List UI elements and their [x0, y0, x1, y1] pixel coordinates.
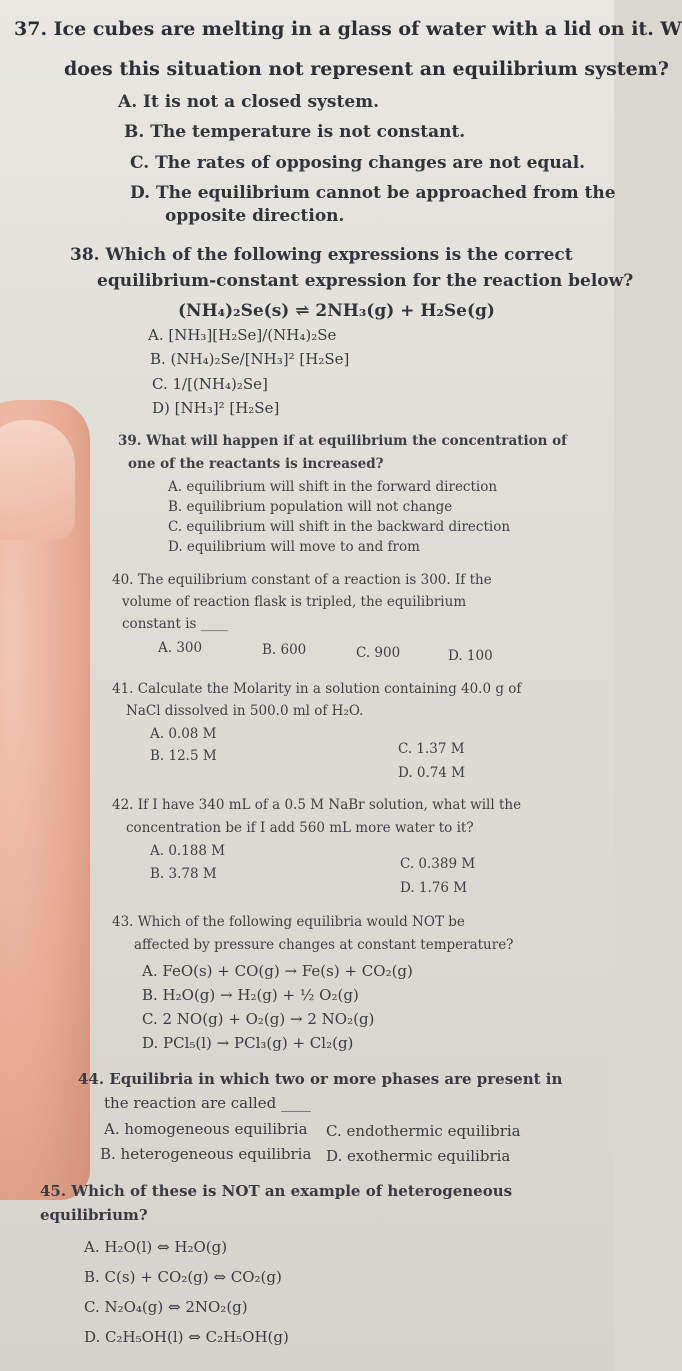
- q44-stem-1: 44. Equilibria in which two or more phases are present in: [78, 1070, 563, 1088]
- q42-stem-1: 42. If I have 340 mL of a 0.5 M NaBr solution, what will the: [112, 797, 522, 813]
- q45-stem-2: equilibrium?: [40, 1206, 148, 1224]
- q38-option-b: B. (NH₄)₂Se/[NH₃]² [H₂Se]: [150, 350, 350, 368]
- q38-option-c: C. 1/[(NH₄)₂Se]: [152, 375, 268, 393]
- q39-stem-1: 39. What will happen if at equilibrium the concentration of: [118, 433, 567, 449]
- q39-option-a: A. equilibrium will shift in the forward direction: [168, 479, 498, 495]
- q38-stem-1: 38. Which of the following expressions is the correct: [70, 245, 573, 265]
- q41-stem-2: NaCl dissolved in 500.0 ml of H₂O.: [126, 703, 364, 719]
- q40-stem-3: constant is ____: [122, 616, 228, 632]
- q41-option-a: A. 0.08 M: [150, 726, 217, 742]
- q43-option-c: C. 2 NO(g) + O₂(g) → 2 NO₂(g): [142, 1010, 375, 1028]
- q38-stem-2: equilibrium-constant expression for the reaction below?: [97, 271, 634, 291]
- q38-option-a: A. [NH₃][H₂Se]/(NH₄)₂Se: [148, 326, 337, 344]
- q37-option-d-2: opposite direction.: [165, 206, 345, 226]
- q45-option-a: A. H₂O(l) ⇔ H₂O(g): [84, 1238, 228, 1256]
- q41-option-d: D. 0.74 M: [398, 765, 466, 781]
- q40-option-c: C. 900: [356, 645, 401, 661]
- q39-option-b: B. equilibrium population will not change: [168, 499, 453, 515]
- q37-option-b: B. The temperature is not constant.: [124, 122, 466, 142]
- thumb-nail: [0, 420, 75, 540]
- q45-option-c: C. N₂O₄(g) ⇔ 2NO₂(g): [84, 1298, 248, 1316]
- q40-option-a: A. 300: [158, 640, 203, 656]
- q45-option-b: B. C(s) + CO₂(g) ⇔ CO₂(g): [84, 1268, 282, 1286]
- q44-option-c: C. endothermic equilibria: [326, 1122, 521, 1140]
- q38-reaction: (NH₄)₂Se(s) ⇌ 2NH₃(g) + H₂Se(g): [178, 301, 495, 321]
- q40-stem-1: 40. The equilibrium constant of a reaction is 300. If the: [112, 572, 492, 588]
- q45-option-d: D. C₂H₅OH(l) ⇔ C₂H₅OH(g): [84, 1328, 289, 1346]
- q37-option-d-1: D. The equilibrium cannot be approached from the: [130, 183, 616, 203]
- q41-stem-1: 41. Calculate the Molarity in a solution containing 40.0 g of: [112, 681, 522, 697]
- q44-option-d: D. exothermic equilibria: [326, 1147, 511, 1165]
- q38-option-d: D) [NH₃]² [H₂Se]: [152, 399, 280, 417]
- q42-option-a: A. 0.188 M: [150, 843, 226, 859]
- q43-option-d: D. PCl₅(l) → PCl₃(g) + Cl₂(g): [142, 1034, 354, 1052]
- q39-stem-2: one of the reactants is increased?: [128, 456, 384, 472]
- q43-stem-2: affected by pressure changes at constant temperature?: [134, 937, 514, 953]
- q43-option-a: A. FeO(s) + CO(g) → Fe(s) + CO₂(g): [142, 962, 413, 980]
- q43-option-b: B. H₂O(g) → H₂(g) + ½ O₂(g): [142, 986, 359, 1004]
- q43-stem-1: 43. Which of the following equilibria would NOT be: [112, 914, 465, 930]
- q37-stem-1: 37. Ice cubes are melting in a glass of water with a lid on it. W: [14, 18, 682, 40]
- q42-stem-2: concentration be if I add 560 mL more water to it?: [126, 820, 474, 836]
- q37-stem-2: does this situation not represent an equilibrium system?: [64, 58, 669, 80]
- q37-option-c: C. The rates of opposing changes are not equal.: [130, 153, 586, 173]
- q42-option-b: B. 3.78 M: [150, 866, 217, 882]
- q40-option-d: D. 100: [448, 648, 493, 664]
- q44-stem-2: the reaction are called ____: [104, 1094, 311, 1112]
- q41-option-b: B. 12.5 M: [150, 748, 217, 764]
- q39-option-d: D. equilibrium will move to and from: [168, 539, 420, 555]
- q37-option-a: A. It is not a closed system.: [118, 92, 380, 112]
- q45-stem-1: 45. Which of these is NOT an example of heterogeneous: [40, 1182, 513, 1200]
- q44-option-a: A. homogeneous equilibria: [104, 1120, 308, 1138]
- q40-option-b: B. 600: [262, 642, 307, 658]
- q39-option-c: C. equilibrium will shift in the backward direction: [168, 519, 511, 535]
- q42-option-d: D. 1.76 M: [400, 880, 468, 896]
- q41-option-c: C. 1.37 M: [398, 741, 465, 757]
- q42-option-c: C. 0.389 M: [400, 856, 476, 872]
- q44-option-b: B. heterogeneous equilibria: [100, 1145, 312, 1163]
- q40-stem-2: volume of reaction flask is tripled, the equilibrium: [122, 594, 467, 610]
